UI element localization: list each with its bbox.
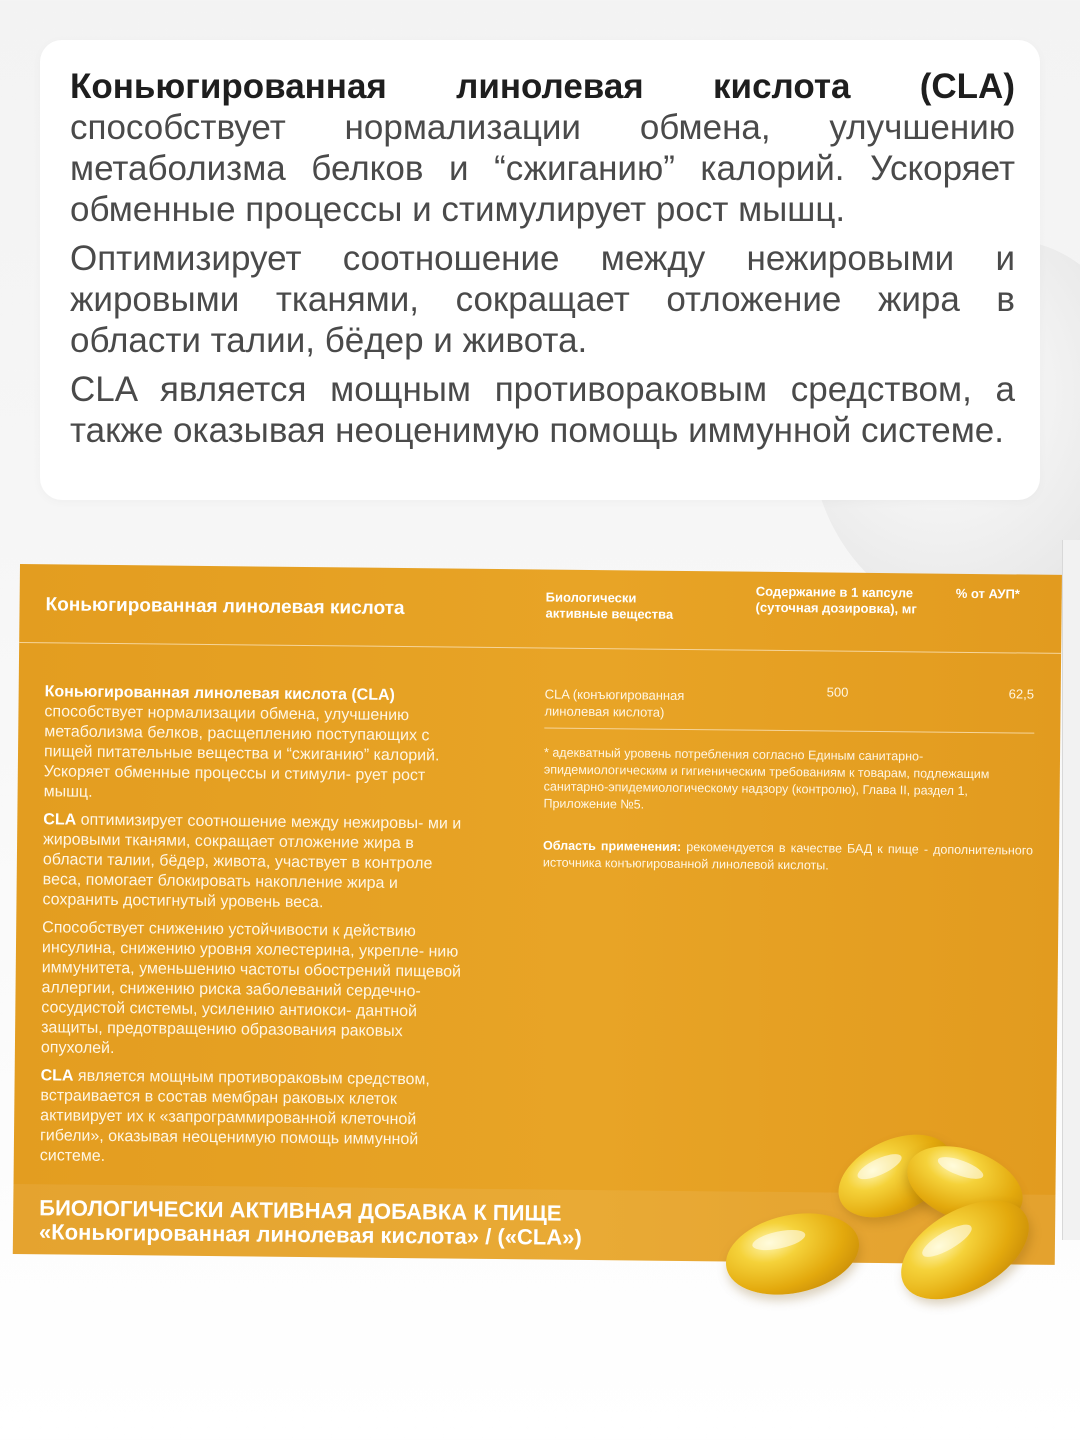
table-row-value: 500 [826,684,849,700]
bottom-title-line-1: БИОЛОГИЧЕСКИ АКТИВНАЯ ДОБАВКА К ПИЩЕ [39,1195,562,1226]
desc-paragraph-1 [44,682,469,806]
table-divider [544,727,1034,733]
footnote: * адекватный уровень потребления согласно Единым санитарно-эпидемиологическим и гигиеническим требованиям к товарам, подлежащим санитарно-эпидемиологическому надзору (контролю), Глава II, раздел 1, Приложение №5. [543,745,990,812]
table-col-percent: % от АУП* [955,585,1020,602]
bottom-title [39,1196,582,1250]
intro-p1-rest: способствует нормализации обмена, улучшению метаболизма белков и “сжиганию” калорий. Ускоряет обменные процессы и стимулирует рост мышц. [70,108,1015,229]
desc-paragraph-3: Способствует снижению устойчивости к действию инсулина, снижению уровня холестерина, укрепле- нию иммунитета, уменьшению частоты обострений пищевой аллергии, снижению риска заболеваний сердечно-сосудистой системы, усилению антиокси- дантной защиты, предотвращению образования раковых опухолей. [40,919,462,1058]
desc-p2-rest: оптимизирует соотношение между нежировы- ми и жировыми тканями, сокращает отложение жира в области талии, бёдер, живота, участвует в контроле веса, помогает блокировать накопление жира и сохранить достигнутый уровень веса. [42,811,462,912]
desc-p1-bold: Коньюгированная линолевая кислота (CLA) [44,683,395,704]
divider [19,642,1061,654]
desc-p4-rest: является мощным противораковым средством, встраивается в состав мембран раковых клеток активирует их к «запрограммированной клеточной гибели», оказывая неоценимую помощь иммунной системе. [39,1067,431,1165]
intro-text [70,66,1015,459]
desc-p2-bold: CLA [43,811,77,829]
table-row-percent: 62,5 [1008,686,1035,702]
usage-label: Область применения: [543,838,682,854]
desc-p4-bold: CLA [40,1067,74,1085]
desc-paragraph-2 [42,810,467,914]
intro-paragraph-2: Оптимизирует соотношение между нежировыми и жировыми тканями, сокращает отложение жира в области талии, бёдер и живота. [70,239,1015,360]
desc-paragraph-4 [40,1066,465,1170]
usage [543,837,1033,876]
intro-paragraph-3: CLA является мощным противораковым средством, а также оказывая неоценимую помощь иммунной системе. [70,370,1015,450]
table-col-substances: Биологически активные вещества [545,589,674,622]
table-col-content: Содержание в 1 капсуле (суточная дозировка), мг [755,583,917,617]
table-row-name: CLA (конъюгированная линолевая кислота) [544,686,685,720]
usage-text: рекомендуется в качестве БАД к пище - дополнительного источника конъюгированной линолевой кислоты. [542,839,1034,873]
intro-paragraph-1 [70,66,1015,230]
box-description [40,682,469,1178]
desc-p1-rest: способствует нормализации обмена, улучшению метаболизма белков, расщеплению поступающих с пищей питательные вещества и “сжиганию” калорий. Ускоряет обменные процессы и стимули- рует рост мышц. [43,703,440,801]
box-side [1062,540,1080,1240]
intro-p1-bold: Коньюгированная линолевая кислота (CLA) [70,67,1015,106]
bottom-title-line-2: «Коньюгированная линолевая кислота» / («CLA») [38,1219,582,1250]
box-title: Коньюгированная линолевая кислота [45,594,405,620]
